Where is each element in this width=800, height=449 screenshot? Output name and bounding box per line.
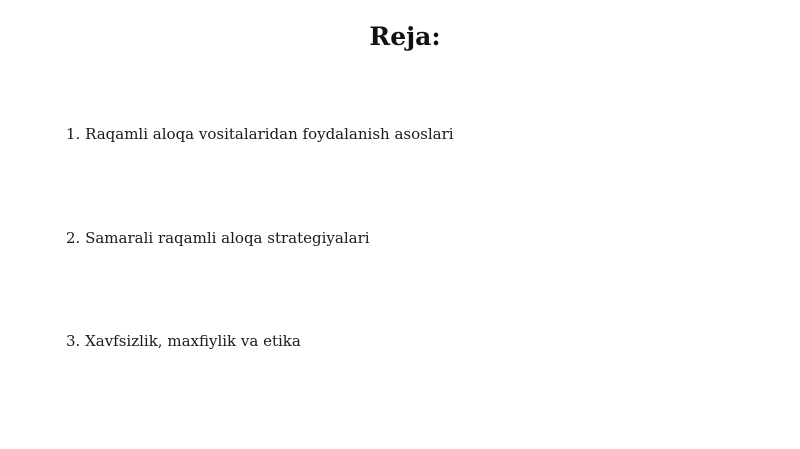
plan-item-2: 2. Samarali raqamli aloqa strategiyalari [66, 229, 370, 247]
slide-title: Reja: [369, 22, 441, 51]
plan-item-1: 1. Raqamli aloqa vositalaridan foydalanish asoslari [66, 125, 454, 143]
plan-item-3: 3. Xavfsizlik, maxfiylik va etika [66, 332, 301, 350]
